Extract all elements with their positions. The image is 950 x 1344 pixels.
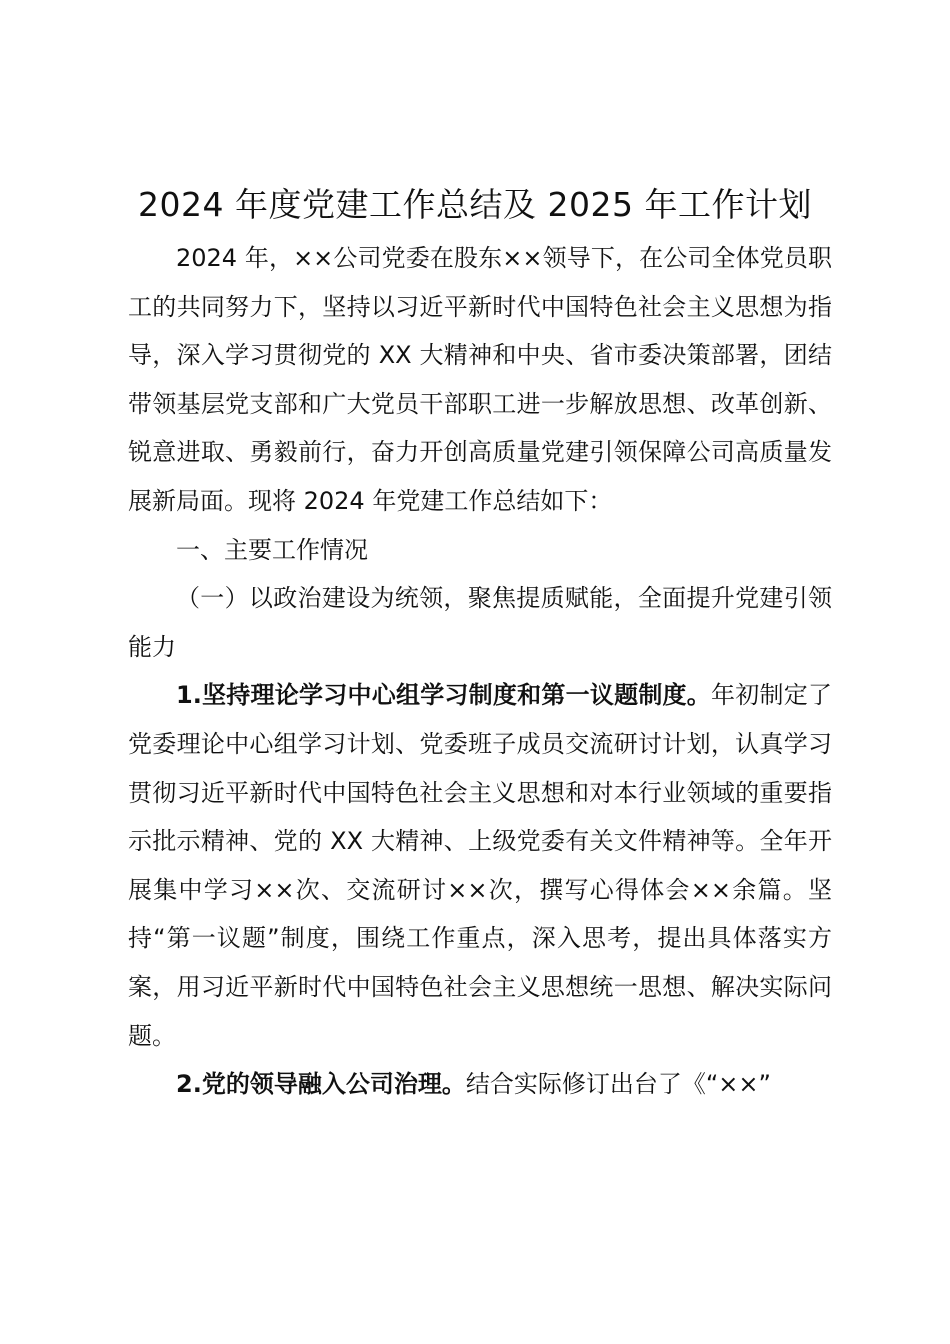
item-lead: 2.党的领导融入公司治理。 [176,1070,466,1099]
document-title: 2024 年度党建工作总结及 2025 年工作计划 [138,185,812,224]
paragraph-text: 一、主要工作情况 [176,535,368,564]
item-lead: 1.坚持理论学习中心组学习制度和第一议题制度。 [176,681,712,710]
paragraph-item-1 [128,671,832,1060]
paragraph-intro [128,234,832,526]
paragraph-text: 2024 年，××公司党委在股东××领导下，在公司全体党员职工的共同努力下，坚持以习近平新时代中国特色社会主义思想为指导，深入学习贯彻党的 XX 大精神和中央、省市委决策部署，团结带领基层党支部和广大党员干部职工进一步解放思想、改革创新、锐意进取、勇毅前行，奋力开创高质量党建引领保障公司高质量发展新局面。现将 2024 年党建工作总结如下： [128,244,832,515]
document-body [128,234,832,1109]
paragraph-text: （一）以政治建设为统领，聚焦提质赋能，全面提升党建引领能力 [128,584,832,661]
paragraph-text: 年初制定了党委理论中心组学习计划、党委班子成员交流研讨计划，认真学习贯彻习近平新时代中国特色社会主义思想和对本行业领域的重要指示批示精神、党的 XX 大精神、上级党委有关文件精神等。全年开展集中学习××次、交流研讨××次，撰写心得体会××余篇。坚持“第一议题”制度，围绕工作重点，深入思考，提出具体落实方案，用习近平新时代中国特色社会主义思想统一思想、解决实际问题。 [128,681,832,1050]
paragraph-text: 结合实际修订出台了《“××” [465,1070,771,1099]
subsection-heading-political-building [128,574,832,671]
section-heading-main-work [128,526,832,575]
paragraph-item-2 [128,1060,832,1109]
